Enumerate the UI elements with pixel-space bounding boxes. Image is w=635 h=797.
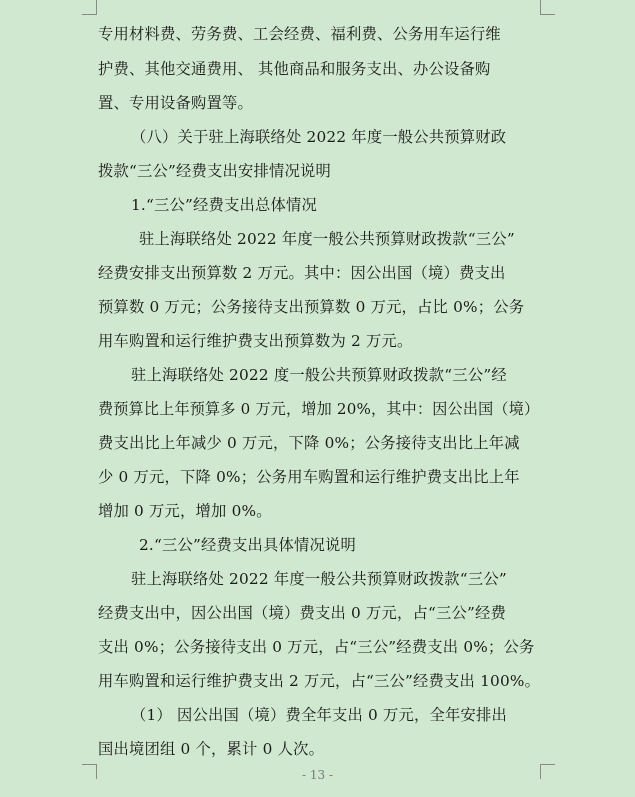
body-line: 用车购置和运行维护费支出 2 万元，占“三公”经费支出 100%。 [98, 672, 541, 690]
body-line: 预算数 0 万元；公务接待支出预算数 0 万元，占比 0%；公务 [98, 298, 525, 316]
body-line: 经费支出中，因公出国（境）费支出 0 万元，占“三公”经费 [98, 604, 507, 622]
body-line: 经费安排支出预算数 2 万元。其中：因公出国（境）费支出 [98, 264, 506, 282]
page-number: - 13 - [301, 768, 333, 782]
body-line: （1） 因公出国（境）费全年支出 0 万元，全年安排出 [131, 706, 507, 724]
section-heading: （八）关于驻上海联络处 2022 年度一般公共预算财政 [131, 128, 507, 146]
body-line: 国出境团组 0 个，累计 0 人次。 [98, 740, 325, 758]
body-line: 费预算比上年预算多 0 万元，增加 20%，其中：因公出国（境） [98, 400, 540, 418]
body-line: 少 0 万元，下降 0%；公务用车购置和运行维护费支出比上年 [98, 468, 520, 486]
section-heading: 拨款“三公”经费支出安排情况说明 [98, 162, 331, 180]
body-line: 驻上海联络处 2022 度一般公共预算财政拨款“三公”经 [131, 366, 507, 384]
body-line: 驻上海联络处 2022 年度一般公共预算财政拨款“三公” [131, 570, 507, 588]
subsection-heading: 2.“三公”经费支出具体情况说明 [139, 536, 356, 554]
body-line: 护费、其他交通费用、 其他商品和服务支出、办公设备购 [98, 60, 491, 78]
body-line: 置、专用设备购置等。 [98, 94, 253, 112]
body-line: 支出 0%；公务接待支出 0 万元，占“三公”经费支出 0%；公务 [98, 638, 535, 656]
body-line: 专用材料费、劳务费、工会经费、福利费、公务用车运行维 [98, 25, 501, 43]
crop-mark-top-right [540, 0, 555, 15]
body-line: 增加 0 万元，增加 0%。 [98, 502, 272, 520]
body-line: 费支出比上年减少 0 万元，下降 0%；公务接待支出比上年减 [98, 434, 520, 452]
subsection-heading: 1.“三公”经费支出总体情况 [131, 196, 318, 214]
body-line: 驻上海联络处 2022 年度一般公共预算财政拨款“三公” [139, 230, 515, 248]
crop-mark-top-left [82, 0, 97, 15]
body-line: 用车购置和运行维护费支出预算数为 2 万元。 [98, 332, 413, 350]
